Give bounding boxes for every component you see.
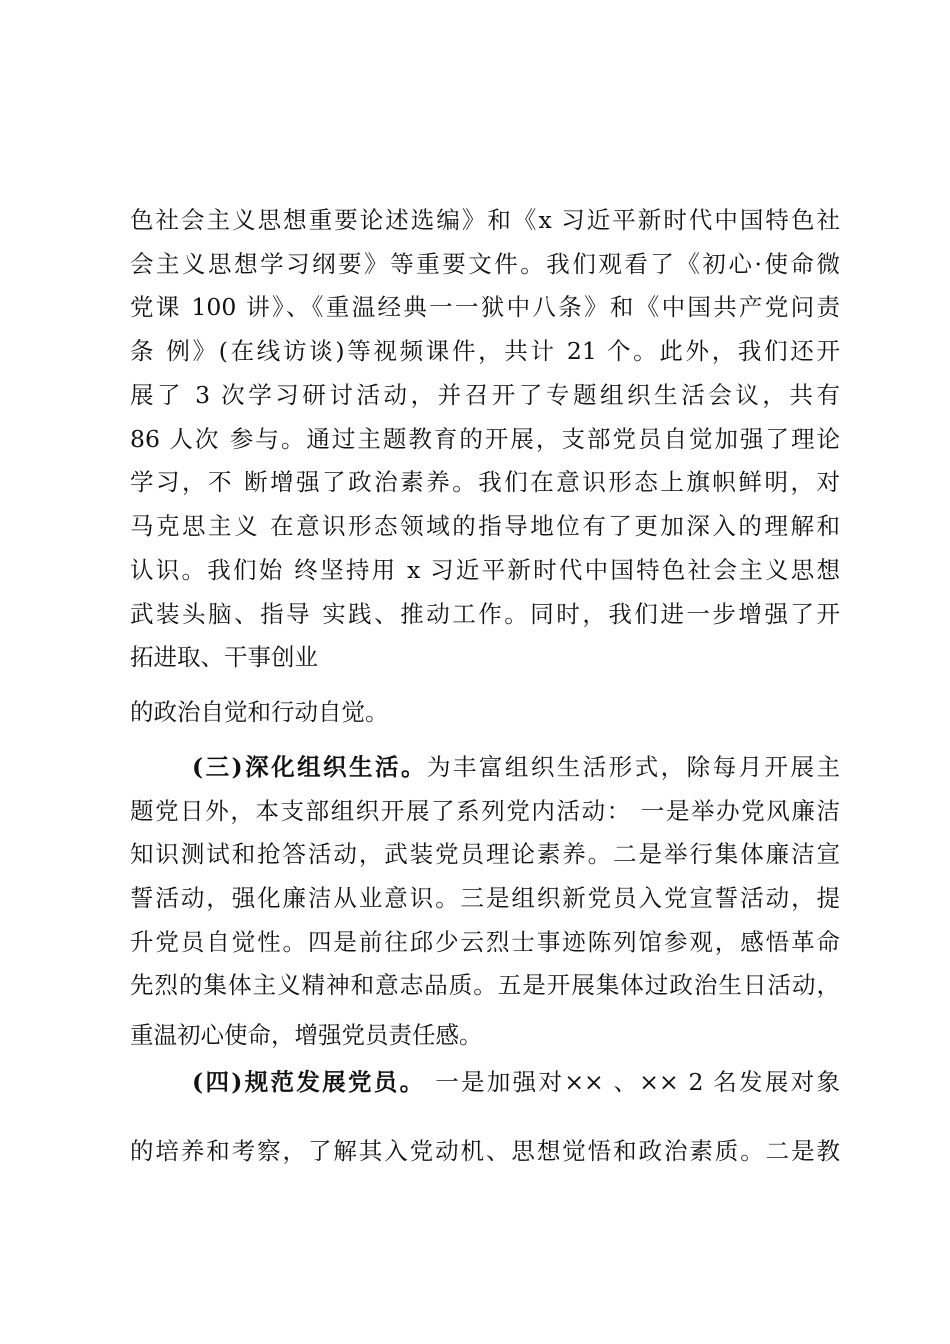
body-text-line: 知识测试和抢答活动，武装党员理论素养。二是举行集体廉洁宣: [130, 840, 840, 868]
body-text-line: 认识。我们始 终坚持用 x 习近平新时代中国特色社会主义思想: [130, 556, 840, 584]
body-text-line: 拓进取、干事创业: [130, 643, 318, 671]
body-text-line: 升党员自觉性。四是前往邱少云烈士事迹陈列馆参观，感悟革命: [130, 928, 840, 956]
body-text-line: 学习，不 断增强了政治素养。我们在意识形态上旗帜鲜明，对: [130, 468, 840, 496]
body-text-line: 党课 100 讲》、《重温经典一一狱中八条》和《中国共产党问责: [130, 293, 840, 321]
body-text-line: 誓活动，强化廉洁从业意识。三是组织新党员入党宣誓活动，提: [130, 884, 840, 912]
body-text-line: 条 例》(在线访谈)等视频课件，共计 21 个。此外，我们还开: [130, 337, 840, 365]
body-text-line: 重温初心使命，增强党员责任感。: [130, 1021, 483, 1049]
body-text-line: 的政治自觉和行动自觉。: [130, 698, 389, 726]
section-4-first-line: [130, 1067, 840, 1097]
body-text-line: 86 人次 参与。通过主题教育的开展，支部党员自觉加强了理论: [130, 425, 840, 453]
body-text-line: 的培养和考察，了解其入党动机、思想觉悟和政治素质。二是教: [130, 1137, 840, 1165]
body-text-line: 武装头脑、指导 实践、推动工作。同时，我们进一步增强了开: [130, 600, 840, 628]
section-3-first-line: [130, 752, 840, 782]
body-text-line: 色社会主义思想重要论述选编》和《x 习近平新时代中国特色社: [130, 206, 840, 234]
body-text-line: 会主义思想学习纲要》等重要文件。我们观看了《初心·使命微: [130, 250, 840, 278]
section-4-intro: 一是加强对×× 、×× 2 名发展对象: [425, 1068, 840, 1096]
body-text-line: 题党日外，本支部组织开展了系列党内活动： 一是举办党风廉洁: [130, 797, 840, 825]
body-text-line: 先烈的集体主义精神和意志品质。五是开展集体过政治生日活动，: [130, 971, 840, 999]
section-3-heading: (三)深化组织生活。: [192, 753, 427, 781]
body-text-line: 展了 3 次学习研讨活动，并召开了专题组织生活会议，共有: [130, 381, 840, 409]
body-text-line: 马克思主义 在意识形态领域的指导地位有了更加深入的理解和: [130, 512, 840, 540]
section-3-intro: 为丰富组织生活形式，除每月开展主: [426, 753, 840, 781]
section-4-heading: (四)规范发展党员。: [192, 1068, 426, 1096]
